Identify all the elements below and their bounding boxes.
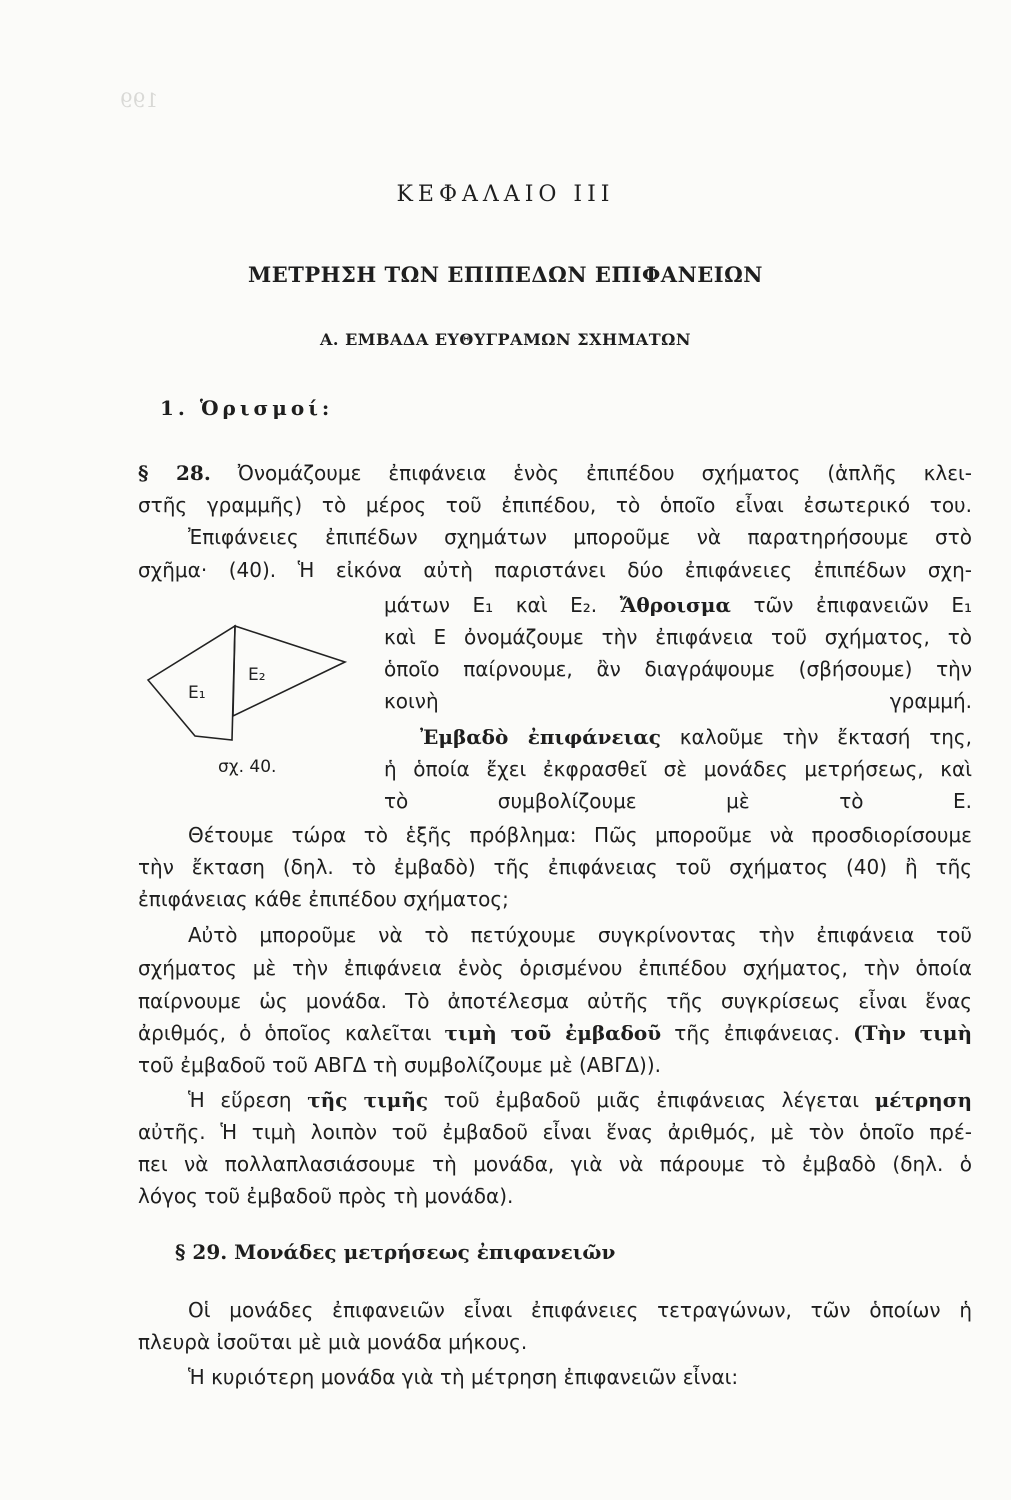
comparison-line-4: ἀριθμός, ὁ ὁποῖος καλεῖται τιμὴ τοῦ ἐμβαδοῦ τῆς ἐπιφάνειας. (Τὴν τιμὴ	[138, 1021, 973, 1045]
comparison-line-2: σχήματος μὲ τὴν ἐπιφάνεια ἑνὸς ὁρισμένου ἐπιπέδου σχήματος, τὴν ὁποία	[138, 956, 972, 980]
comparison-line-5: τοῦ ἐμβαδοῦ τοῦ ΑΒΓΔ τὴ συμβολίζουμε μὲ (ΑΒΓΔ)).	[138, 1053, 661, 1077]
problem-line-1: Θέτουμε τώρα τὸ ἑξῆς πρόβλημα: Πῶς μποροῦμε νὰ προσδιορίσουμε	[188, 823, 972, 847]
bleed-through-page-number: 199	[120, 88, 159, 112]
area-def-line-3: τὸ συμβολίζουμε μὲ τὸ Ε.	[384, 789, 972, 813]
p28-line-7: ὁποῖο παίρνουμε, ἂν διαγράψουμε (σβήσουμε) τὴν	[384, 657, 972, 681]
p28-line-1: § 28. Ὀνομάζουμε ἐπιφάνεια ἑνὸς ἐπιπέδου σχήματος (ἁπλῆς κλει-	[138, 461, 972, 485]
p28-line-5: μάτων Ε₁ καὶ Ε₂. Ἄθροισμα τῶν ἐπιφανειῶν Ε₁	[384, 593, 972, 617]
section-subtitle: Α. ΕΜΒΑΔΑ ΕΥΘΥΓΡΑΜΩΝ ΣΧΗΜΑΤΩΝ	[320, 330, 691, 349]
p28-line-6: καὶ Ε ὀνομάζουμε τὴν ἐπιφάνεια τοῦ σχήματος, τὸ	[384, 625, 972, 649]
measurement-line-3: πει νὰ πολλαπλασιάσουμε τὴ μονάδα, γιὰ νὰ πάρουμε τὸ ἐμβαδὸ (δηλ. ὁ	[138, 1152, 972, 1176]
units-line-2: πλευρὰ ἰσοῦται μὲ μιὰ μονάδα μήκους.	[138, 1330, 528, 1354]
label-e2: E₂	[248, 665, 266, 685]
section-28-label: § 28.	[138, 461, 211, 485]
figure-40-diagram	[140, 618, 360, 748]
page-title: ΜΕΤΡΗΣΗ ΤΩΝ ΕΠΙΠΕΔΩΝ ΕΠΙΦΑΝΕΙΩΝ	[248, 262, 763, 287]
p28-line-4: σχῆμα· (40). Ἡ εἰκόνα αὐτὴ παριστάνει δύο ἐπιφάνειες ἐπιπέδων σχη-	[138, 558, 972, 582]
label-e1: E₁	[188, 683, 206, 703]
units-line-3: Ἡ κυριότερη μονάδα γιὰ τὴ μέτρηση ἐπιφανειῶν εἶναι:	[188, 1365, 739, 1389]
problem-line-2: τὴν ἔκταση (δηλ. τὸ ἐμβαδὸ) τῆς ἐπιφάνειας τοῦ σχήματος (40) ἢ τῆς	[138, 855, 972, 879]
figure-40-caption: σχ. 40.	[218, 757, 277, 777]
section-29-heading: § 29. Μονάδες μετρήσεως ἐπιφανειῶν	[175, 1240, 616, 1264]
figure-40-shapes	[148, 626, 345, 740]
comparison-line-1: Αὐτὸ μποροῦμε νὰ τὸ πετύχουμε συγκρίνοντας τὴν ἐπιφάνεια τοῦ	[188, 923, 972, 947]
units-line-1: Οἱ μονάδες ἐπιφανειῶν εἶναι ἐπιφάνειες τετραγώνων, τῶν ὁποίων ἡ	[188, 1298, 972, 1322]
p28-line-8: κοινὴ γραμμή.	[384, 689, 972, 713]
definitions-heading: 1. Ὁρισμοί:	[160, 396, 334, 420]
p28-line-3: Ἐπιφάνειες ἐπιπέδων σχημάτων μποροῦμε νὰ παρατηρήσουμε στὸ	[188, 525, 972, 549]
measurement-line-2: αὐτῆς. Ἡ τιμὴ λοιπὸν τοῦ ἐμβαδοῦ εἶναι ἕνας ἀριθμός, μὲ τὸν ὁποῖο πρέ-	[138, 1120, 972, 1144]
p28-line-2: στῆς γραμμῆς) τὸ μέρος τοῦ ἐπιπέδου, τὸ ὁποῖο εἶναι ἐσωτερικό του.	[138, 493, 972, 517]
area-def-line-1: Ἐμβαδὸ ἐπιφάνειας καλοῦμε τὴν ἔκτασή της,	[420, 725, 973, 749]
problem-line-3: ἐπιφάνειας κάθε ἐπιπέδου σχήματος;	[138, 887, 509, 911]
chapter-heading: ΚΕΦΑΛΑΙΟ ΙΙΙ	[396, 182, 615, 207]
comparison-line-3: παίρνουμε ὡς μονάδα. Τὸ ἀποτέλεσμα αὐτῆς τῆς συγκρίσεως εἶναι ἕνας	[138, 989, 972, 1013]
measurement-line-1: Ἡ εὕρεση τῆς τιμῆς τοῦ ἐμβαδοῦ μιᾶς ἐπιφάνειας λέγεται μέτρηση	[188, 1088, 972, 1112]
area-def-line-2: ἡ ὁποία ἔχει ἐκφρασθεῖ σὲ μονάδες μετρήσεως, καὶ	[384, 757, 972, 781]
measurement-line-4: λόγος τοῦ ἐμβαδοῦ πρὸς τὴ μονάδα).	[138, 1184, 514, 1208]
